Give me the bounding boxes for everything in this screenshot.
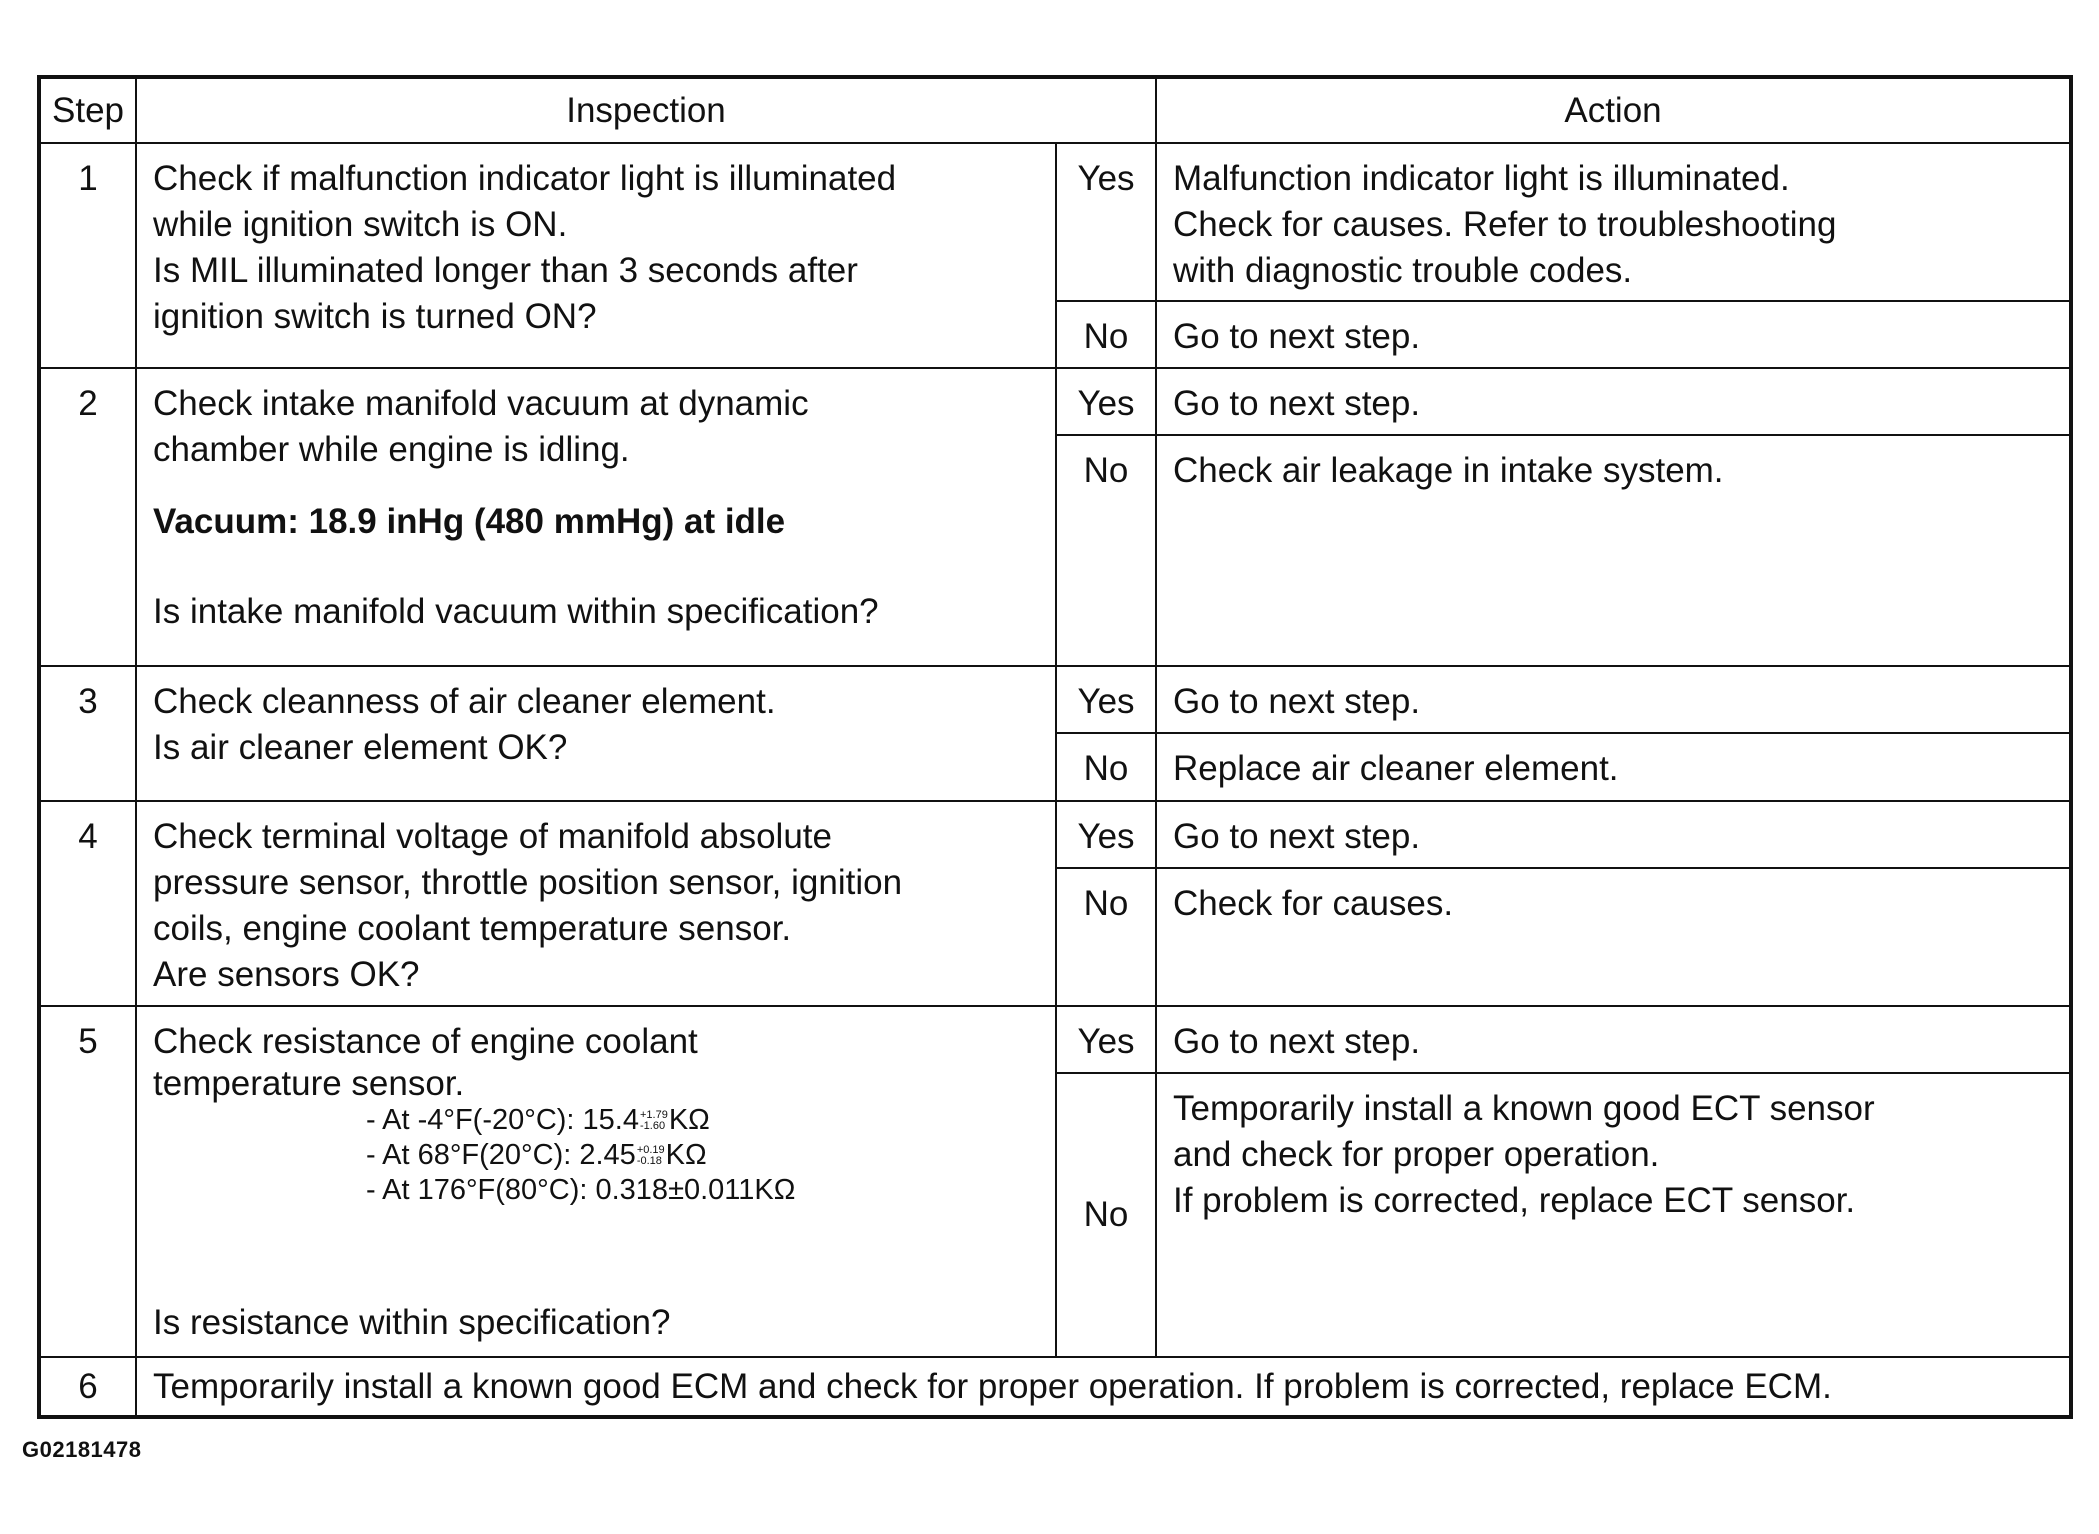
inspection-cell (136, 143, 1056, 368)
yes-action: Go to next step. (1156, 1006, 2071, 1073)
step-number: 3 (39, 666, 136, 801)
table-row (39, 1006, 2071, 1073)
table-row (39, 666, 2071, 733)
no-label: No (1056, 301, 1156, 368)
diagnostic-table (37, 75, 2073, 1419)
header-action: Action (1156, 77, 2071, 143)
yes-action (1156, 143, 2071, 301)
no-action: Check air leakage in intake system. (1156, 435, 2071, 666)
no-action (1156, 1073, 2071, 1357)
table-row (39, 801, 2071, 868)
header-inspection: Inspection (136, 77, 1156, 143)
inspection-question: Is resistance within specification? (153, 1303, 671, 1342)
no-label: No (1056, 1073, 1156, 1357)
yes-label: Yes (1056, 143, 1156, 301)
step-number: 1 (39, 143, 136, 368)
inspection-line: while ignition switch is ON. (153, 205, 568, 244)
resistance-spec: - At 176°F(80°C): 0.318±0.011KΩ (366, 1174, 796, 1206)
step-number: 2 (39, 368, 136, 666)
resistance-spec: - At 68°F(20°C): 2.45 +0.19 -0.18 KΩ (366, 1139, 707, 1171)
yes-action: Go to next step. (1156, 666, 2071, 733)
inspection-line: ignition switch is turned ON? (153, 297, 597, 336)
resistance-spec: - At -4°F(-20°C): 15.4 +1.79 -1.60 KΩ (366, 1104, 710, 1136)
yes-label: Yes (1056, 801, 1156, 868)
inspection-line: Is air cleaner element OK? (153, 728, 568, 767)
yes-action: Go to next step. (1156, 801, 2071, 868)
table-row (39, 143, 2071, 301)
inspection-line: Check intake manifold vacuum at dynamic (153, 384, 809, 423)
action-line: Malfunction indicator light is illuminated. (1173, 159, 1790, 198)
no-action: Replace air cleaner element. (1156, 733, 2071, 801)
no-label: No (1056, 733, 1156, 801)
final-step-text: Temporarily install a known good ECM and check for proper operation. If problem is corrected, replace ECM. (136, 1357, 2071, 1417)
yes-label: Yes (1056, 666, 1156, 733)
yes-label: Yes (1056, 1006, 1156, 1073)
inspection-line: Check resistance of engine coolant (153, 1022, 698, 1061)
step-number: 5 (39, 1006, 136, 1357)
vacuum-spec: Vacuum: 18.9 inHg (480 mmHg) at idle (153, 502, 786, 541)
no-action: Check for causes. (1156, 868, 2071, 1006)
inspection-cell (136, 801, 1056, 1006)
action-line: Check for causes. Refer to troubleshooting (1173, 205, 1837, 244)
inspection-question: Is intake manifold vacuum within specification? (153, 592, 879, 631)
yes-action: Go to next step. (1156, 368, 2071, 435)
action-line: with diagnostic trouble codes. (1173, 251, 1633, 290)
inspection-cell (136, 1006, 1056, 1357)
header-step: Step (39, 77, 136, 143)
step-number: 4 (39, 801, 136, 1006)
inspection-line: Check cleanness of air cleaner element. (153, 682, 776, 721)
no-label: No (1056, 868, 1156, 1006)
inspection-cell (136, 666, 1056, 801)
header-row (39, 77, 2071, 143)
table-row (39, 368, 2071, 435)
action-line: Temporarily install a known good ECT sensor (1173, 1089, 1875, 1128)
inspection-cell (136, 368, 1056, 666)
table-row (39, 1357, 2071, 1417)
inspection-line: Is MIL illuminated longer than 3 seconds after (153, 251, 858, 290)
step-number: 6 (39, 1357, 136, 1417)
inspection-line: temperature sensor. (153, 1064, 465, 1103)
inspection-line: chamber while engine is idling. (153, 430, 630, 469)
action-line: and check for proper operation. (1173, 1135, 1660, 1174)
inspection-line: Are sensors OK? (153, 955, 420, 994)
no-action: Go to next step. (1156, 301, 2071, 368)
inspection-line: coils, engine coolant temperature sensor. (153, 909, 792, 948)
figure-code: G02181478 (22, 1437, 142, 1462)
inspection-line: pressure sensor, throttle position sensor, ignition (153, 863, 903, 902)
inspection-line: Check if malfunction indicator light is illuminated (153, 159, 897, 198)
inspection-line: Check terminal voltage of manifold absolute (153, 817, 832, 856)
no-label: No (1056, 435, 1156, 666)
yes-label: Yes (1056, 368, 1156, 435)
action-line: If problem is corrected, replace ECT sensor. (1173, 1181, 1856, 1220)
